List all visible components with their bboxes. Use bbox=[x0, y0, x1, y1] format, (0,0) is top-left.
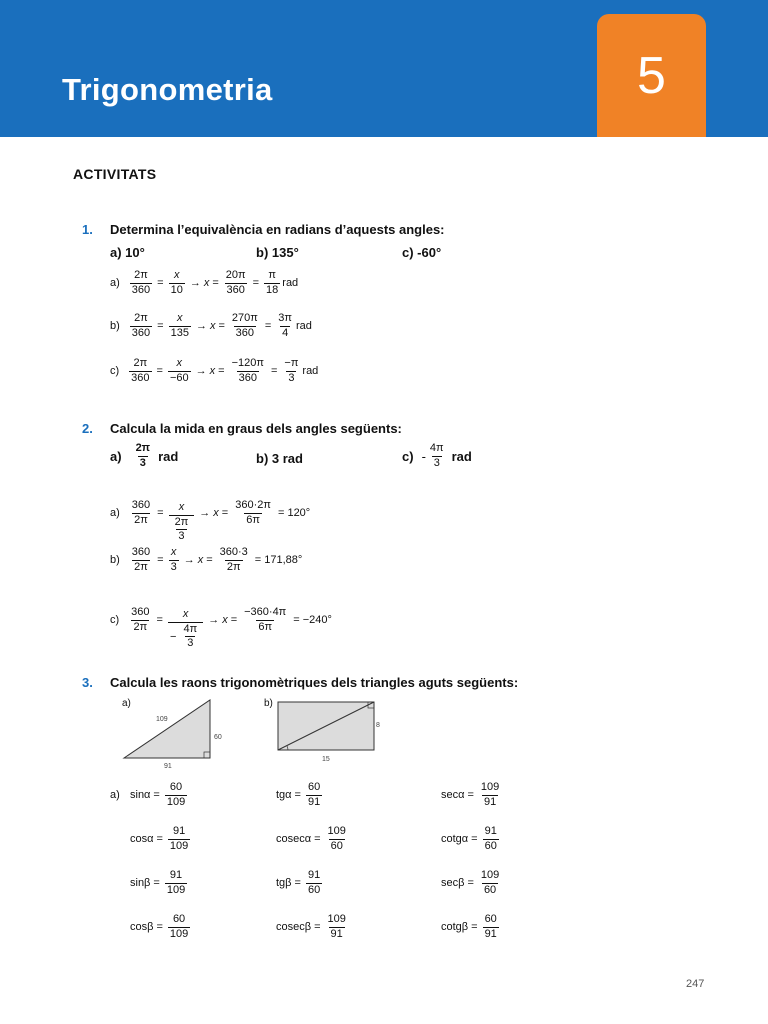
fraction bbox=[230, 358, 266, 384]
denominator: 3 bbox=[187, 637, 194, 650]
fraction bbox=[169, 502, 195, 543]
denominator: 60 bbox=[484, 839, 497, 852]
numerator: 91 bbox=[484, 825, 497, 837]
fig-b-base: 15 bbox=[322, 756, 330, 763]
numerator: 60 bbox=[484, 913, 497, 925]
denominator: 360 bbox=[131, 326, 151, 339]
fraction bbox=[130, 500, 152, 526]
numerator: 109 bbox=[480, 869, 500, 881]
fraction bbox=[218, 547, 250, 573]
fig-b-label: b) bbox=[264, 698, 273, 709]
numerator: 60 bbox=[307, 781, 321, 793]
denominator: 2π bbox=[226, 560, 241, 573]
denominator: 109 bbox=[169, 927, 189, 940]
trig-ratio: cosecα = $\frac{109}{60}$ bbox=[276, 825, 346, 852]
result: = 171,88° bbox=[254, 554, 303, 567]
fraction bbox=[224, 270, 248, 296]
trig-ratio: secα = $\frac{109}{91}$ bbox=[441, 781, 500, 808]
trig-ratio: cosβ = $\frac{60}{109}$ bbox=[130, 913, 189, 940]
fraction bbox=[230, 313, 260, 339]
denominator: 3 bbox=[288, 371, 295, 384]
denominator: 18 bbox=[266, 283, 279, 296]
ratio-name: cosecα bbox=[276, 833, 312, 846]
ratio-name: cotgβ bbox=[441, 921, 469, 934]
denominator: 2π bbox=[134, 560, 148, 573]
minus-sign: - bbox=[421, 448, 426, 464]
question-3-number: 3. bbox=[82, 675, 93, 690]
numerator: 360·3 bbox=[219, 546, 248, 558]
fraction bbox=[264, 270, 280, 296]
q2-solution-a: a) $\frac{360}{2\pi}$ = $\frac{x}{\frac{2\pi}{3}}$ → x = $\frac{360\cdot 2\pi}{6\pi}$ = 120° bbox=[110, 499, 311, 543]
numerator: 109 bbox=[480, 781, 500, 793]
fig-a-side: 60 bbox=[214, 734, 222, 741]
denominator: 360 bbox=[131, 371, 150, 384]
trig-ratio: cotgβ = $\frac{60}{91}$ bbox=[441, 913, 497, 940]
fraction bbox=[479, 870, 501, 896]
denominator: 2π bbox=[133, 620, 148, 633]
ratio-name: sinα bbox=[130, 789, 151, 802]
numerator: 60 bbox=[169, 781, 183, 793]
denominator: 360 bbox=[238, 371, 257, 384]
numerator: 360 bbox=[131, 499, 151, 512]
fraction bbox=[173, 517, 191, 543]
fraction bbox=[169, 547, 179, 573]
q1-solution-a: a) $\frac{2\pi}{360}$ = $\frac{x}{10}$ → x = $\frac{20\pi}{360}$ = $\frac{\pi}{18}$ rad bbox=[110, 269, 299, 296]
q2-c-label: c) bbox=[110, 614, 120, 627]
ratio-name: secβ bbox=[441, 877, 465, 890]
denominator bbox=[169, 515, 195, 543]
q1-a-label: a) bbox=[110, 277, 120, 290]
trig-ratio: cosecβ = $\frac{109}{91}$ bbox=[276, 913, 346, 940]
numerator: 109 bbox=[327, 913, 346, 925]
denominator: 109 bbox=[169, 839, 189, 852]
fraction bbox=[134, 443, 153, 469]
fraction bbox=[276, 313, 294, 339]
fraction bbox=[129, 607, 151, 633]
denominator: 91 bbox=[330, 927, 343, 940]
numerator: x bbox=[182, 608, 189, 620]
numerator: 109 bbox=[327, 825, 346, 837]
fraction bbox=[130, 270, 152, 296]
question-2-text: Calcula la mida en graus dels angles següents: bbox=[110, 421, 402, 436]
trig-ratio: cosα = $\frac{91}{109}$ bbox=[130, 825, 189, 852]
q1-option-b: b) 135° bbox=[256, 245, 299, 260]
numerator: x bbox=[178, 501, 185, 513]
numerator: 4π bbox=[429, 442, 444, 454]
fraction bbox=[306, 870, 322, 896]
triangle-figure-b bbox=[262, 696, 386, 768]
trig-ratio: sinβ = $\frac{91}{109}$ bbox=[130, 869, 186, 896]
numerator: π bbox=[268, 269, 276, 281]
numerator: 3π bbox=[278, 312, 292, 324]
ratio-name: secα bbox=[441, 789, 465, 802]
chapter-number: 5 bbox=[637, 47, 666, 105]
fraction bbox=[168, 826, 190, 852]
fraction bbox=[168, 609, 203, 650]
fraction bbox=[169, 313, 191, 339]
denominator bbox=[168, 622, 203, 650]
q3-solution-label: a) bbox=[110, 789, 120, 801]
q2-opt-c-label: c) bbox=[402, 448, 414, 464]
denominator: 3 bbox=[170, 560, 177, 573]
denominator: 10 bbox=[170, 283, 183, 296]
minus-sign: − bbox=[169, 630, 177, 643]
denominator: 4 bbox=[282, 326, 289, 339]
fraction bbox=[169, 270, 185, 296]
result: = 120° bbox=[277, 507, 311, 520]
fraction bbox=[282, 358, 300, 384]
fraction bbox=[326, 914, 348, 940]
numerator: 360 bbox=[131, 606, 150, 619]
denominator: 6π bbox=[246, 513, 260, 526]
unit: rad bbox=[451, 448, 472, 464]
ratio-name: cosβ bbox=[130, 921, 154, 934]
denominator: 3 bbox=[139, 456, 146, 469]
unit: rad bbox=[295, 320, 312, 333]
fraction bbox=[306, 782, 322, 808]
page-header bbox=[0, 0, 768, 137]
denominator: 2π bbox=[134, 513, 148, 526]
trig-ratio: tgα = $\frac{60}{91}$ bbox=[276, 781, 321, 808]
denominator: 60 bbox=[483, 883, 497, 896]
chapter-tab bbox=[597, 14, 706, 137]
numerator: x bbox=[176, 357, 183, 369]
numerator: x bbox=[177, 312, 183, 324]
numerator: x bbox=[170, 546, 177, 558]
denominator: 109 bbox=[166, 795, 186, 808]
denominator: 91 bbox=[483, 795, 497, 808]
numerator: 91 bbox=[307, 869, 321, 881]
numerator: −360·4π bbox=[244, 606, 287, 619]
denominator: 3 bbox=[433, 456, 440, 469]
ratio-name: cosα bbox=[130, 833, 154, 846]
numerator: −π bbox=[284, 357, 299, 369]
fraction bbox=[428, 443, 446, 469]
q2-option-b: b) 3 rad bbox=[256, 451, 303, 466]
q2-b-label: b) bbox=[110, 554, 120, 567]
numerator: 91 bbox=[169, 869, 183, 881]
denominator: −60 bbox=[169, 371, 189, 384]
result: = −240° bbox=[293, 614, 332, 627]
fraction bbox=[168, 358, 191, 384]
fraction bbox=[168, 914, 190, 940]
numerator: 91 bbox=[172, 825, 186, 837]
fraction bbox=[483, 826, 499, 852]
denominator: 360 bbox=[131, 283, 151, 296]
denominator: 6π bbox=[258, 620, 273, 633]
numerator: 4π bbox=[183, 622, 198, 635]
q2-option-a bbox=[110, 443, 178, 469]
q2-a-label: a) bbox=[110, 507, 120, 520]
numerator: 2π bbox=[134, 269, 148, 281]
numerator: 60 bbox=[172, 913, 186, 925]
fraction bbox=[181, 624, 199, 650]
denominator: 109 bbox=[166, 883, 186, 896]
fraction bbox=[326, 826, 348, 852]
fraction bbox=[130, 547, 152, 573]
chapter-title: Trigonometria bbox=[62, 72, 273, 107]
numerator: 2π bbox=[135, 442, 151, 454]
fraction bbox=[483, 914, 499, 940]
unit: rad bbox=[158, 448, 179, 464]
denominator: 60 bbox=[307, 883, 321, 896]
question-1-number: 1. bbox=[82, 222, 93, 237]
denominator: 360 bbox=[226, 283, 245, 296]
unit: rad bbox=[302, 365, 319, 378]
numerator: −120π bbox=[231, 357, 264, 369]
q1-c-label: c) bbox=[110, 365, 120, 378]
unit: rad bbox=[282, 277, 299, 290]
fraction bbox=[242, 607, 288, 633]
question-1-text: Determina l’equivalència en radians d’aquests angles: bbox=[110, 222, 445, 237]
trig-ratio: secβ = $\frac{109}{60}$ bbox=[441, 869, 500, 896]
q1-b-label: b) bbox=[110, 320, 120, 333]
ratio-name: cotgα bbox=[441, 833, 469, 846]
triangle-figure-a bbox=[118, 696, 238, 774]
q2-opt-a-label: a) bbox=[110, 448, 122, 464]
denominator: 360 bbox=[235, 326, 255, 339]
denominator: 135 bbox=[170, 326, 189, 339]
numerator: 2π bbox=[174, 515, 189, 528]
trig-ratio: tgβ = $\frac{91}{60}$ bbox=[276, 869, 321, 896]
fraction bbox=[233, 500, 273, 526]
denominator: 91 bbox=[484, 927, 497, 940]
q1-solution-b: b) $\frac{2\pi}{360}$ = $\frac{x}{135}$ → x = $\frac{270\pi}{360}$ = $\frac{3\pi}{4}$ rad bbox=[110, 312, 312, 339]
fraction bbox=[130, 313, 152, 339]
q1-solution-c: c) $\frac{2\pi}{360}$ = $\frac{x}{-60}$ → x = $\frac{-120\pi}{360}$ = $\frac{-\pi}{3}$ rad bbox=[110, 357, 319, 384]
numerator: 20π bbox=[225, 269, 246, 281]
page-number: 247 bbox=[686, 978, 705, 990]
fig-a-base: 91 bbox=[164, 763, 172, 770]
fig-a-label: a) bbox=[122, 698, 131, 709]
denominator: 91 bbox=[307, 795, 321, 808]
q2-solution-b: b) $\frac{360}{2\pi}$ = $\frac{x}{3}$ → x = $\frac{360\cdot 3}{2\pi}$ = 171,88° bbox=[110, 546, 303, 573]
q1-option-a: a) 10° bbox=[110, 245, 145, 260]
ratio-name: cosecβ bbox=[276, 921, 312, 934]
numerator: 360·2π bbox=[235, 499, 271, 512]
q1-option-c: c) -60° bbox=[402, 245, 442, 260]
numerator: 2π bbox=[134, 312, 148, 324]
ratio-name: tgβ bbox=[276, 877, 292, 890]
numerator: x bbox=[173, 269, 180, 281]
denominator: 60 bbox=[330, 839, 343, 852]
trig-ratio: cotgα = $\frac{91}{60}$ bbox=[441, 825, 497, 852]
numerator: 270π bbox=[231, 312, 258, 324]
question-3-text: Calcula les raons trigonomètriques dels triangles aguts següents: bbox=[110, 675, 519, 690]
fraction bbox=[165, 870, 187, 896]
q2-option-c bbox=[402, 443, 472, 469]
q2-solution-c: c) $\frac{360}{2\pi}$ = x − $\frac{4\pi}{3}$ → x = $\frac{-360\cdot 4\pi}{6\pi}$ = −240° bbox=[110, 606, 332, 650]
numerator: 360 bbox=[131, 546, 151, 558]
fraction bbox=[165, 782, 187, 808]
numerator: 2π bbox=[133, 357, 148, 369]
section-title: ACTIVITATS bbox=[73, 166, 157, 182]
denominator: 3 bbox=[178, 530, 185, 543]
ratio-name: tgα bbox=[276, 789, 292, 802]
fraction bbox=[129, 358, 151, 384]
fig-b-side: 8 bbox=[376, 722, 380, 729]
trig-ratio: sinα = $\frac{60}{109}$ bbox=[130, 781, 186, 808]
fraction bbox=[479, 782, 501, 808]
fig-a-hypotenuse: 109 bbox=[156, 716, 168, 723]
triangle-a-shape bbox=[124, 700, 210, 758]
question-2-number: 2. bbox=[82, 421, 93, 436]
ratio-name: sinβ bbox=[130, 877, 151, 890]
